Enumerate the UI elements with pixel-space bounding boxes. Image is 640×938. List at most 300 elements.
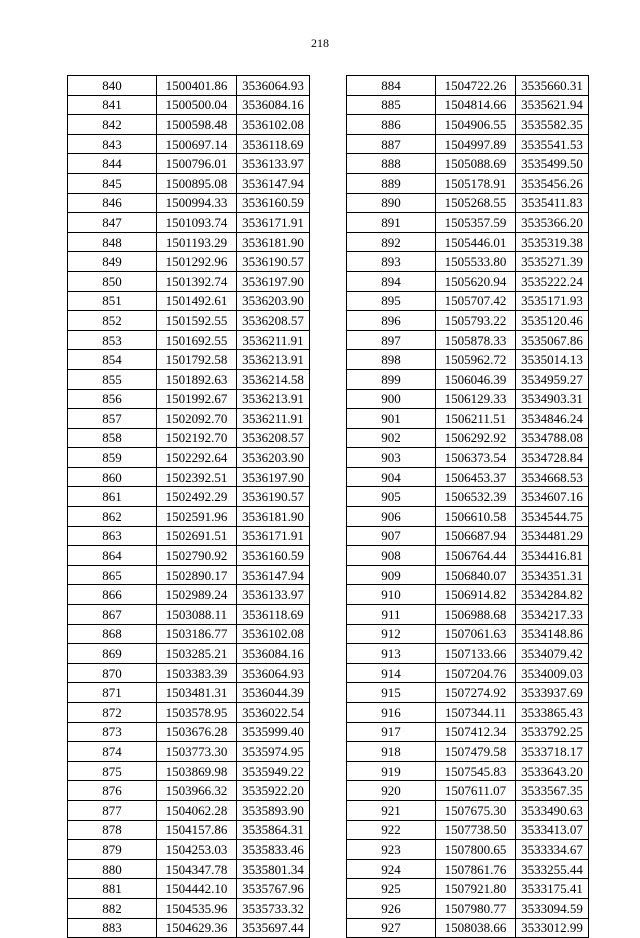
point-number-cell: 881 — [68, 879, 157, 899]
table-row — [347, 644, 589, 664]
table-row — [347, 330, 589, 350]
point-number-cell: 918 — [347, 742, 436, 762]
y-coordinate-cell: 3535999.40 — [237, 722, 310, 742]
x-coordinate-cell: 1500796.01 — [157, 154, 237, 174]
x-coordinate-cell: 1505962.72 — [436, 350, 516, 370]
x-coordinate-cell: 1501193.29 — [157, 232, 237, 252]
x-coordinate-cell: 1507800.65 — [436, 840, 516, 860]
y-coordinate-cell: 3535499.50 — [516, 154, 589, 174]
table-row — [347, 546, 589, 566]
point-number-cell: 920 — [347, 781, 436, 801]
x-coordinate-cell: 1507061.63 — [436, 624, 516, 644]
y-coordinate-cell: 3536190.57 — [237, 252, 310, 272]
point-number-cell: 854 — [68, 350, 157, 370]
table-row — [68, 605, 310, 625]
y-coordinate-cell: 3536064.93 — [237, 76, 310, 96]
point-number-cell: 923 — [347, 840, 436, 860]
point-number-cell: 886 — [347, 115, 436, 135]
point-number-cell: 868 — [68, 624, 157, 644]
table-row — [347, 369, 589, 389]
y-coordinate-cell: 3535582.35 — [516, 115, 589, 135]
point-number-cell: 897 — [347, 330, 436, 350]
y-coordinate-cell: 3535733.32 — [237, 898, 310, 918]
table-row — [68, 115, 310, 135]
point-number-cell: 909 — [347, 565, 436, 585]
point-number-cell: 843 — [68, 134, 157, 154]
y-coordinate-cell: 3536213.91 — [237, 350, 310, 370]
table-row — [68, 879, 310, 899]
y-coordinate-cell: 3534959.27 — [516, 369, 589, 389]
y-coordinate-cell: 3536181.90 — [237, 232, 310, 252]
table-row — [347, 879, 589, 899]
point-number-cell: 902 — [347, 428, 436, 448]
point-number-cell: 850 — [68, 271, 157, 291]
table-row — [68, 800, 310, 820]
table-row — [347, 507, 589, 527]
point-number-cell: 869 — [68, 644, 157, 664]
y-coordinate-cell: 3536214.58 — [237, 369, 310, 389]
table-row — [347, 115, 589, 135]
table-row — [347, 193, 589, 213]
point-number-cell: 889 — [347, 173, 436, 193]
x-coordinate-cell: 1508038.66 — [436, 918, 516, 938]
table-row — [68, 428, 310, 448]
y-coordinate-cell: 3534148.86 — [516, 624, 589, 644]
table-row — [68, 742, 310, 762]
y-coordinate-cell: 3536064.93 — [237, 663, 310, 683]
y-coordinate-cell: 3533792.25 — [516, 722, 589, 742]
table-row — [347, 722, 589, 742]
table-row — [68, 448, 310, 468]
y-coordinate-cell: 3536118.69 — [237, 605, 310, 625]
table-row — [347, 800, 589, 820]
point-number-cell: 905 — [347, 487, 436, 507]
y-coordinate-cell: 3535949.22 — [237, 761, 310, 781]
x-coordinate-cell: 1503869.98 — [157, 761, 237, 781]
y-coordinate-cell: 3536197.90 — [237, 467, 310, 487]
y-coordinate-cell: 3536102.08 — [237, 624, 310, 644]
point-number-cell: 914 — [347, 663, 436, 683]
x-coordinate-cell: 1500697.14 — [157, 134, 237, 154]
y-coordinate-cell: 3535974.95 — [237, 742, 310, 762]
point-number-cell: 860 — [68, 467, 157, 487]
x-coordinate-cell: 1500598.48 — [157, 115, 237, 135]
table-row — [68, 585, 310, 605]
table-row — [68, 291, 310, 311]
point-number-cell: 900 — [347, 389, 436, 409]
x-coordinate-cell: 1505357.59 — [436, 213, 516, 233]
x-coordinate-cell: 1503578.95 — [157, 703, 237, 723]
y-coordinate-cell: 3536211.91 — [237, 409, 310, 429]
y-coordinate-cell: 3533094.59 — [516, 898, 589, 918]
point-number-cell: 887 — [347, 134, 436, 154]
x-coordinate-cell: 1505446.01 — [436, 232, 516, 252]
table-row — [68, 918, 310, 938]
x-coordinate-cell: 1506840.07 — [436, 565, 516, 585]
table-row — [347, 703, 589, 723]
table-row — [68, 703, 310, 723]
y-coordinate-cell: 3534481.29 — [516, 526, 589, 546]
point-number-cell: 841 — [68, 95, 157, 115]
x-coordinate-cell: 1507921.80 — [436, 879, 516, 899]
point-number-cell: 879 — [68, 840, 157, 860]
table-row — [68, 311, 310, 331]
x-coordinate-cell: 1506211.51 — [436, 409, 516, 429]
point-number-cell: 862 — [68, 507, 157, 527]
x-coordinate-cell: 1506532.39 — [436, 487, 516, 507]
x-coordinate-cell: 1501792.58 — [157, 350, 237, 370]
y-coordinate-cell: 3535319.38 — [516, 232, 589, 252]
table-row — [68, 565, 310, 585]
point-number-cell: 871 — [68, 683, 157, 703]
point-number-cell: 896 — [347, 311, 436, 331]
page-number: 218 — [311, 36, 329, 50]
y-coordinate-cell: 3535833.46 — [237, 840, 310, 860]
table-row — [68, 213, 310, 233]
y-coordinate-cell: 3533413.07 — [516, 820, 589, 840]
y-coordinate-cell: 3535411.83 — [516, 193, 589, 213]
x-coordinate-cell: 1507861.76 — [436, 859, 516, 879]
point-number-cell: 892 — [347, 232, 436, 252]
table-row — [68, 409, 310, 429]
table-row — [68, 840, 310, 860]
y-coordinate-cell: 3536147.94 — [237, 565, 310, 585]
y-coordinate-cell: 3535660.31 — [516, 76, 589, 96]
table-row — [347, 448, 589, 468]
table-row — [347, 859, 589, 879]
table-row — [347, 76, 589, 96]
x-coordinate-cell: 1506914.82 — [436, 585, 516, 605]
point-number-cell: 844 — [68, 154, 157, 174]
y-coordinate-cell: 3534217.33 — [516, 605, 589, 625]
point-number-cell: 840 — [68, 76, 157, 96]
x-coordinate-cell: 1504442.10 — [157, 879, 237, 899]
point-number-cell: 898 — [347, 350, 436, 370]
y-coordinate-cell: 3535893.90 — [237, 800, 310, 820]
table-row — [347, 252, 589, 272]
table-row — [68, 76, 310, 96]
table-row — [347, 605, 589, 625]
table-row — [347, 311, 589, 331]
table-row — [68, 663, 310, 683]
x-coordinate-cell: 1504629.36 — [157, 918, 237, 938]
point-number-cell: 884 — [347, 76, 436, 96]
y-coordinate-cell: 3533175.41 — [516, 879, 589, 899]
x-coordinate-cell: 1506687.94 — [436, 526, 516, 546]
point-number-cell: 906 — [347, 507, 436, 527]
y-coordinate-cell: 3534903.31 — [516, 389, 589, 409]
point-number-cell: 880 — [68, 859, 157, 879]
x-coordinate-cell: 1502890.17 — [157, 565, 237, 585]
y-coordinate-cell: 3536213.91 — [237, 389, 310, 409]
x-coordinate-cell: 1507545.83 — [436, 761, 516, 781]
point-number-cell: 885 — [347, 95, 436, 115]
y-coordinate-cell: 3536044.39 — [237, 683, 310, 703]
point-number-cell: 904 — [347, 467, 436, 487]
x-coordinate-cell: 1502790.92 — [157, 546, 237, 566]
x-coordinate-cell: 1507204.76 — [436, 663, 516, 683]
point-number-cell: 867 — [68, 605, 157, 625]
point-number-cell: 853 — [68, 330, 157, 350]
y-coordinate-cell: 3535067.86 — [516, 330, 589, 350]
x-coordinate-cell: 1507980.77 — [436, 898, 516, 918]
table-row — [347, 213, 589, 233]
table-row — [347, 271, 589, 291]
y-coordinate-cell: 3534846.24 — [516, 409, 589, 429]
y-coordinate-cell: 3536022.54 — [237, 703, 310, 723]
point-number-cell: 858 — [68, 428, 157, 448]
point-number-cell: 890 — [347, 193, 436, 213]
point-number-cell: 910 — [347, 585, 436, 605]
x-coordinate-cell: 1503285.21 — [157, 644, 237, 664]
table-row — [347, 898, 589, 918]
table-row — [347, 663, 589, 683]
y-coordinate-cell: 3535456.26 — [516, 173, 589, 193]
point-number-cell: 848 — [68, 232, 157, 252]
y-coordinate-cell: 3535120.46 — [516, 311, 589, 331]
y-coordinate-cell: 3534544.75 — [516, 507, 589, 527]
point-number-cell: 870 — [68, 663, 157, 683]
x-coordinate-cell: 1507274.92 — [436, 683, 516, 703]
x-coordinate-cell: 1500401.86 — [157, 76, 237, 96]
table-row — [68, 546, 310, 566]
y-coordinate-cell: 3536171.91 — [237, 213, 310, 233]
table-row — [68, 271, 310, 291]
table-row — [68, 154, 310, 174]
table-row — [347, 154, 589, 174]
point-number-cell: 873 — [68, 722, 157, 742]
table-row — [347, 918, 589, 938]
x-coordinate-cell: 1503773.30 — [157, 742, 237, 762]
y-coordinate-cell: 3536133.97 — [237, 585, 310, 605]
x-coordinate-cell: 1507675.30 — [436, 800, 516, 820]
point-number-cell: 893 — [347, 252, 436, 272]
point-number-cell: 926 — [347, 898, 436, 918]
table-row — [347, 95, 589, 115]
table-row — [347, 487, 589, 507]
point-number-cell: 859 — [68, 448, 157, 468]
table-row — [347, 761, 589, 781]
x-coordinate-cell: 1504157.86 — [157, 820, 237, 840]
x-coordinate-cell: 1504253.03 — [157, 840, 237, 860]
table-row — [347, 585, 589, 605]
table-row — [347, 526, 589, 546]
y-coordinate-cell: 3536171.91 — [237, 526, 310, 546]
y-coordinate-cell: 3536160.59 — [237, 193, 310, 213]
table-row — [347, 232, 589, 252]
y-coordinate-cell: 3536084.16 — [237, 644, 310, 664]
y-coordinate-cell: 3534416.81 — [516, 546, 589, 566]
x-coordinate-cell: 1501292.96 — [157, 252, 237, 272]
point-number-cell: 878 — [68, 820, 157, 840]
point-number-cell: 907 — [347, 526, 436, 546]
y-coordinate-cell: 3536203.90 — [237, 291, 310, 311]
point-number-cell: 874 — [68, 742, 157, 762]
x-coordinate-cell: 1503966.32 — [157, 781, 237, 801]
point-number-cell: 842 — [68, 115, 157, 135]
point-number-cell: 917 — [347, 722, 436, 742]
table-row — [68, 683, 310, 703]
x-coordinate-cell: 1502292.64 — [157, 448, 237, 468]
x-coordinate-cell: 1505533.80 — [436, 252, 516, 272]
x-coordinate-cell: 1504997.89 — [436, 134, 516, 154]
x-coordinate-cell: 1501492.61 — [157, 291, 237, 311]
y-coordinate-cell: 3535541.53 — [516, 134, 589, 154]
point-number-cell: 882 — [68, 898, 157, 918]
point-number-cell: 894 — [347, 271, 436, 291]
point-number-cell: 876 — [68, 781, 157, 801]
table-row — [68, 252, 310, 272]
x-coordinate-cell: 1506988.68 — [436, 605, 516, 625]
table-row — [68, 232, 310, 252]
y-coordinate-cell: 3536133.97 — [237, 154, 310, 174]
x-coordinate-cell: 1503676.28 — [157, 722, 237, 742]
table-row — [68, 369, 310, 389]
y-coordinate-cell: 3536181.90 — [237, 507, 310, 527]
point-number-cell: 877 — [68, 800, 157, 820]
y-coordinate-cell: 3536208.57 — [237, 428, 310, 448]
y-coordinate-cell: 3533255.44 — [516, 859, 589, 879]
y-coordinate-cell: 3535014.13 — [516, 350, 589, 370]
table-row — [347, 173, 589, 193]
point-number-cell: 899 — [347, 369, 436, 389]
y-coordinate-cell: 3533937.69 — [516, 683, 589, 703]
x-coordinate-cell: 1507479.58 — [436, 742, 516, 762]
x-coordinate-cell: 1505707.42 — [436, 291, 516, 311]
point-number-cell: 846 — [68, 193, 157, 213]
table-row — [68, 781, 310, 801]
point-number-cell: 901 — [347, 409, 436, 429]
x-coordinate-cell: 1504814.66 — [436, 95, 516, 115]
y-coordinate-cell: 3533490.63 — [516, 800, 589, 820]
x-coordinate-cell: 1506764.44 — [436, 546, 516, 566]
point-number-cell: 875 — [68, 761, 157, 781]
y-coordinate-cell: 3534668.53 — [516, 467, 589, 487]
table-row — [347, 409, 589, 429]
point-number-cell: 849 — [68, 252, 157, 272]
y-coordinate-cell: 3534788.08 — [516, 428, 589, 448]
table-row — [347, 565, 589, 585]
x-coordinate-cell: 1503088.11 — [157, 605, 237, 625]
y-coordinate-cell: 3534284.82 — [516, 585, 589, 605]
x-coordinate-cell: 1504062.28 — [157, 800, 237, 820]
table-row — [68, 467, 310, 487]
point-number-cell: 845 — [68, 173, 157, 193]
y-coordinate-cell: 3535801.34 — [237, 859, 310, 879]
y-coordinate-cell: 3536197.90 — [237, 271, 310, 291]
point-number-cell: 888 — [347, 154, 436, 174]
point-number-cell: 927 — [347, 918, 436, 938]
table-row — [347, 467, 589, 487]
point-number-cell: 895 — [347, 291, 436, 311]
point-number-cell: 921 — [347, 800, 436, 820]
y-coordinate-cell: 3533865.43 — [516, 703, 589, 723]
y-coordinate-cell: 3536190.57 — [237, 487, 310, 507]
point-number-cell: 922 — [347, 820, 436, 840]
y-coordinate-cell: 3535222.24 — [516, 271, 589, 291]
point-number-cell: 864 — [68, 546, 157, 566]
table-row — [347, 134, 589, 154]
x-coordinate-cell: 1503383.39 — [157, 663, 237, 683]
table-row — [68, 624, 310, 644]
point-number-cell: 916 — [347, 703, 436, 723]
x-coordinate-cell: 1505878.33 — [436, 330, 516, 350]
y-coordinate-cell: 3535767.96 — [237, 879, 310, 899]
x-coordinate-cell: 1500500.04 — [157, 95, 237, 115]
y-coordinate-cell: 3534079.42 — [516, 644, 589, 664]
table-row — [68, 389, 310, 409]
x-coordinate-cell: 1507344.11 — [436, 703, 516, 723]
table-row — [68, 95, 310, 115]
y-coordinate-cell: 3535697.44 — [237, 918, 310, 938]
point-number-cell: 912 — [347, 624, 436, 644]
point-number-cell: 891 — [347, 213, 436, 233]
x-coordinate-cell: 1507412.34 — [436, 722, 516, 742]
y-coordinate-cell: 3536118.69 — [237, 134, 310, 154]
table-row — [347, 781, 589, 801]
x-coordinate-cell: 1502492.29 — [157, 487, 237, 507]
table-row — [347, 742, 589, 762]
y-coordinate-cell: 3533567.35 — [516, 781, 589, 801]
y-coordinate-cell: 3533643.20 — [516, 761, 589, 781]
table-row — [68, 173, 310, 193]
x-coordinate-cell: 1502691.51 — [157, 526, 237, 546]
x-coordinate-cell: 1502192.70 — [157, 428, 237, 448]
x-coordinate-cell: 1506610.58 — [436, 507, 516, 527]
point-number-cell: 915 — [347, 683, 436, 703]
x-coordinate-cell: 1506046.39 — [436, 369, 516, 389]
y-coordinate-cell: 3533012.99 — [516, 918, 589, 938]
y-coordinate-cell: 3536147.94 — [237, 173, 310, 193]
x-coordinate-cell: 1501892.63 — [157, 369, 237, 389]
table-row — [68, 898, 310, 918]
x-coordinate-cell: 1507611.07 — [436, 781, 516, 801]
point-number-cell: 856 — [68, 389, 157, 409]
point-number-cell: 847 — [68, 213, 157, 233]
y-coordinate-cell: 3535271.39 — [516, 252, 589, 272]
x-coordinate-cell: 1505268.55 — [436, 193, 516, 213]
y-coordinate-cell: 3536084.16 — [237, 95, 310, 115]
x-coordinate-cell: 1504906.55 — [436, 115, 516, 135]
table-row — [68, 526, 310, 546]
point-number-cell: 924 — [347, 859, 436, 879]
table-row — [68, 350, 310, 370]
x-coordinate-cell: 1506453.37 — [436, 467, 516, 487]
y-coordinate-cell: 3533718.17 — [516, 742, 589, 762]
table-row — [68, 722, 310, 742]
x-coordinate-cell: 1501592.55 — [157, 311, 237, 331]
table-row — [68, 761, 310, 781]
x-coordinate-cell: 1502591.96 — [157, 507, 237, 527]
x-coordinate-cell: 1506129.33 — [436, 389, 516, 409]
x-coordinate-cell: 1504722.26 — [436, 76, 516, 96]
y-coordinate-cell: 3536203.90 — [237, 448, 310, 468]
x-coordinate-cell: 1507133.66 — [436, 644, 516, 664]
table-row — [347, 291, 589, 311]
table-row — [68, 820, 310, 840]
y-coordinate-cell: 3536160.59 — [237, 546, 310, 566]
x-coordinate-cell: 1501992.67 — [157, 389, 237, 409]
x-coordinate-cell: 1500895.08 — [157, 173, 237, 193]
x-coordinate-cell: 1505088.69 — [436, 154, 516, 174]
table-row — [68, 644, 310, 664]
table-row — [347, 840, 589, 860]
x-coordinate-cell: 1504535.96 — [157, 898, 237, 918]
point-number-cell: 866 — [68, 585, 157, 605]
x-coordinate-cell: 1506373.54 — [436, 448, 516, 468]
x-coordinate-cell: 1501692.55 — [157, 330, 237, 350]
x-coordinate-cell: 1502989.24 — [157, 585, 237, 605]
